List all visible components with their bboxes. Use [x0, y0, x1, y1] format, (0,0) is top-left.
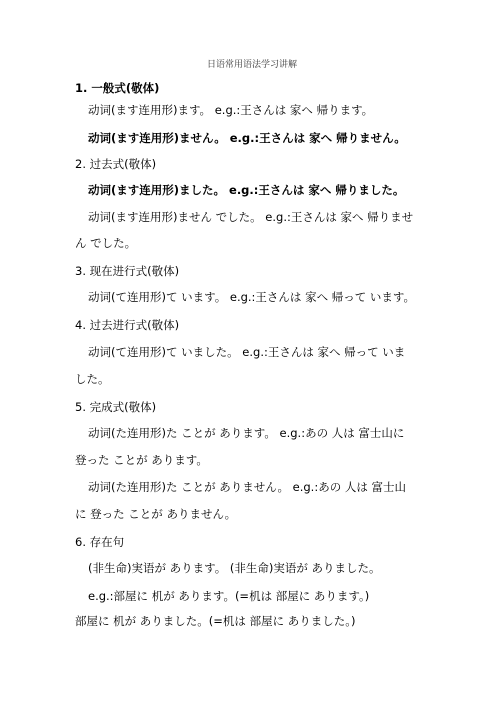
section-heading-existence-sentence: 6. 存在句 [75, 535, 125, 549]
text-line: 部屋に 机が ありました。(=机は 部屋に ありました。) [75, 614, 356, 628]
text-line: した。 [75, 372, 110, 386]
text-line: に 登った ことが ありません。 [75, 507, 237, 521]
text-line: 登った ことが あります。 [75, 453, 208, 467]
text-line: 动词(た连用形)た ことが あります。 e.g.:あの 人は 富士山に [88, 426, 405, 440]
text-line: 动词(ます连用形)ません でした。 e.g.:王さんは 家へ 帰りませ [88, 210, 414, 224]
document-title: 日语常用语法学习讲解 [206, 60, 297, 70]
section-heading-present-progressive: 3. 现在进行式(敬体) [75, 264, 180, 278]
section-heading-perfect-form: 5. 完成式(敬体) [75, 400, 157, 414]
text-line: 动词(て连用形)て います。 e.g.:王さんは 家へ 帰って います。 [88, 290, 415, 304]
text-line: 动词(た连用形)た ことが ありません。 e.g.:あの 人は 富士山 [88, 480, 406, 494]
text-line: e.g.:部屋に 机が あります。(=机は 部屋に あります。) [88, 589, 370, 603]
text-line: ん でした。 [75, 236, 137, 250]
section-heading-plain-form: 1. 一般式(敬体) [75, 81, 160, 95]
section-heading-past-form: 2. 过去式(敬体) [75, 157, 157, 171]
text-line: 动词(ます连用形)ました。 e.g.:王さんは 家へ 帰りました。 [88, 183, 405, 197]
text-line: 动词(て连用形)て いました。 e.g.:王さんは 家へ 帰って いま [88, 345, 406, 359]
text-line: 动词(ます连用形)ます。 e.g.:王さんは 家へ 帰ります。 [88, 103, 374, 117]
section-heading-past-progressive: 4. 过去进行式(敬体) [75, 318, 180, 332]
text-line: 动词(ます连用形)ません。 e.g.:王さんは 家へ 帰りません。 [88, 131, 406, 145]
text-line: (非生命)実语が あります。 (非生命)実语が ありました。 [88, 561, 381, 575]
